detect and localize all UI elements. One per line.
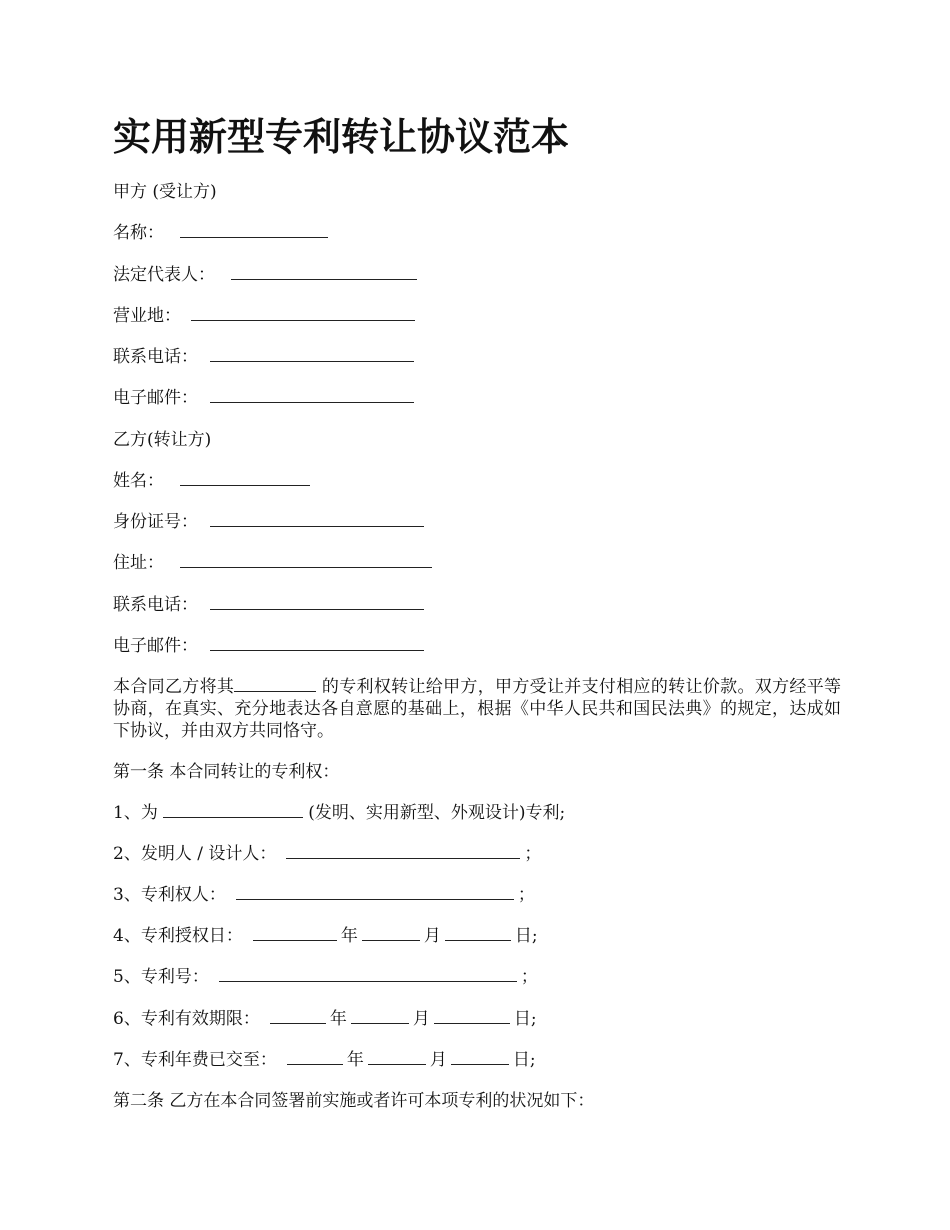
party-a-email-field[interactable] [210,387,414,403]
item7-year-field[interactable] [287,1049,343,1065]
party-b-name-field[interactable] [180,470,310,486]
party-a-rep-row [113,264,417,286]
item2-semicolon: ； [524,844,542,864]
item7-month-field[interactable] [368,1049,426,1065]
party-b-id-label: 身份证号： [113,512,198,532]
item5-label: 5、专利号： [113,967,209,987]
party-a-address-label: 营业地： [113,306,181,326]
item1-field[interactable] [163,802,303,818]
party-b-phone-row [113,594,424,616]
party-b-phone-field[interactable] [210,594,424,610]
item4-year-field[interactable] [253,925,337,941]
document-title: 实用新型专利转让协议范本 [113,115,570,159]
item6-day: 日; [513,1009,537,1029]
party-b-address-field[interactable] [180,552,432,568]
intro-patent-field[interactable] [234,676,316,692]
item3-semicolon: ； [517,885,535,905]
party-a-address-row [113,305,415,327]
party-b-id-field[interactable] [210,511,424,527]
party-b-name-label: 姓名： [113,471,164,491]
party-b-address-label: 住址： [113,553,164,573]
party-a-name-label: 名称： [113,223,164,243]
item6-month-field[interactable] [351,1008,409,1024]
item4-day-field[interactable] [445,925,511,941]
item2-label: 2、发明人 / 设计人： [113,844,277,864]
item1-prefix: 1、为 [113,803,158,823]
item6-day-field[interactable] [434,1008,510,1024]
item7-month: 月 [429,1050,447,1070]
item6-year: 年 [329,1009,347,1029]
item4-year: 年 [340,926,358,946]
party-b-address-row [113,552,432,574]
item3-label: 3、专利权人： [113,885,226,905]
item4-day: 日; [514,926,538,946]
item6-year-field[interactable] [270,1008,326,1024]
party-b-id-row [113,511,424,533]
party-a-address-field[interactable] [191,305,415,321]
article1-item1 [113,802,565,824]
item7-label: 7、专利年费已交至： [113,1050,277,1070]
party-b-email-row [113,635,424,657]
item4-month-field[interactable] [362,925,420,941]
article1-item6 [113,1008,537,1030]
article1-item2 [113,843,541,865]
party-a-phone-row [113,346,414,368]
article2-heading: 第二条 乙方在本合同签署前实施或者许可本项专利的状况如下： [113,1091,595,1111]
item5-semicolon: ； [520,967,538,987]
party-a-rep-field[interactable] [231,264,417,280]
article1-item7 [113,1049,536,1071]
party-b-heading: 乙方(转让方) [113,430,212,450]
article1-item5 [113,966,538,988]
party-a-phone-field[interactable] [210,346,414,362]
intro-part2: 的专利权转让给甲方，甲方受让并支付相应的转让价款。双方经平等协商，在真实、充分地表达各自意愿的基础上，根据《中华人民共和国民法典》的规定，达成如下协议，并由双方共同恪守。 [113,677,842,741]
party-a-email-row [113,387,414,409]
article1-item4 [113,925,538,947]
article1-item3 [113,884,535,906]
party-b-email-label: 电子邮件： [113,636,198,656]
party-a-rep-label: 法定代表人： [113,265,215,285]
item7-year: 年 [346,1050,364,1070]
party-b-name-row [113,470,310,492]
party-a-heading: 甲方 (受让方) [113,182,217,202]
party-a-name-row [113,222,328,244]
intro-part1: 本合同乙方将其 [113,677,235,697]
item7-day: 日; [512,1050,536,1070]
item6-label: 6、专利有效期限： [113,1009,260,1029]
item4-label: 4、专利授权日： [113,926,243,946]
item1-suffix: (发明、实用新型、外观设计)专利; [302,803,566,823]
item3-field[interactable] [236,884,514,900]
party-a-email-label: 电子邮件： [113,388,198,408]
party-a-phone-label: 联系电话： [113,347,198,367]
item4-month: 月 [423,926,441,946]
article1-heading: 第一条 本合同转让的专利权： [113,762,340,782]
party-a-name-field[interactable] [180,222,328,238]
intro-paragraph [113,676,841,742]
item2-field[interactable] [286,843,520,859]
item6-month: 月 [412,1009,430,1029]
party-b-phone-label: 联系电话： [113,595,198,615]
item5-field[interactable] [219,966,517,982]
party-b-email-field[interactable] [210,635,424,651]
item7-day-field[interactable] [451,1049,509,1065]
